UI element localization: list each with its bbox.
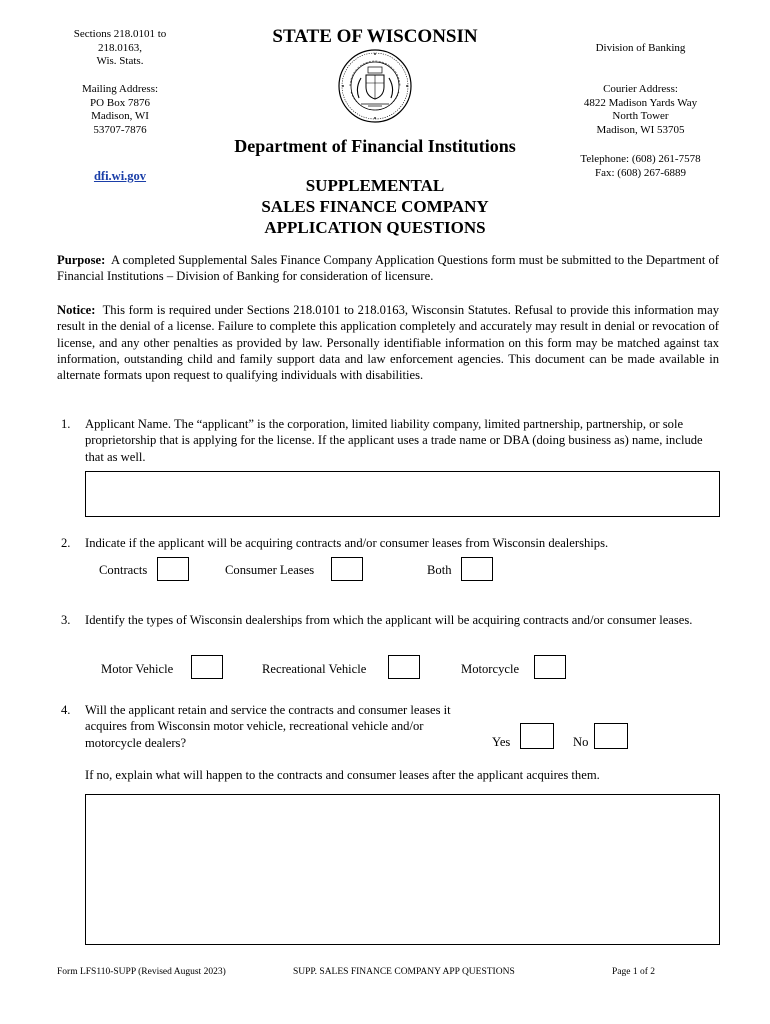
courier-line: Madison, WI 53705 xyxy=(596,123,685,136)
motor-vehicle-label: Motor Vehicle xyxy=(101,662,174,676)
footer-short-title: SUPP. SALES FINANCE COMPANY APP QUESTIONS xyxy=(293,967,515,977)
q3-text: Identify the types of Wisconsin dealerships from which the applicant will be acquiring contracts and/or consumer leases. xyxy=(85,613,693,627)
fax: Fax: (608) 267-6889 xyxy=(594,166,687,179)
mailing-line: 53707-7876 xyxy=(93,123,147,136)
q4-explanation-textarea[interactable] xyxy=(85,794,720,945)
contracts-label: Contracts xyxy=(99,563,148,577)
motorcycle-checkbox[interactable] xyxy=(534,655,566,679)
recreational-vehicle-label: Recreational Vehicle xyxy=(262,662,367,676)
footer-page-number: Page 1 of 2 xyxy=(612,967,656,977)
q4-text-line: Will the applicant retain and service the contracts and consumer leases it xyxy=(85,703,451,717)
no-checkbox[interactable] xyxy=(594,723,628,749)
q4-text xyxy=(85,702,505,751)
mailing-line: PO Box 7876 xyxy=(90,96,150,109)
no-label: No xyxy=(573,735,589,749)
consumer-leases-checkbox[interactable] xyxy=(331,557,363,581)
form-title-line: APPLICATION QUESTIONS xyxy=(264,218,486,237)
q2-number: 2. xyxy=(61,536,71,550)
courier-line: Courier Address: xyxy=(603,83,678,95)
q2-text: Indicate if the applicant will be acquiring contracts and/or consumer leases from Wisconsin dealerships. xyxy=(85,536,609,550)
notice-label: Notice: xyxy=(57,303,96,317)
q4-number: 4. xyxy=(61,703,71,717)
q4-text-line: motorcycle dealers? xyxy=(85,735,187,750)
recreational-vehicle-checkbox[interactable] xyxy=(388,655,420,679)
purpose-label: Purpose: xyxy=(57,253,106,267)
motor-vehicle-checkbox[interactable] xyxy=(191,655,223,679)
consumer-leases-label: Consumer Leases xyxy=(225,563,315,577)
form-title xyxy=(225,175,525,238)
statute-line: Wis. Stats. xyxy=(96,55,144,67)
both-checkbox[interactable] xyxy=(461,557,493,581)
notice-paragraph xyxy=(57,302,719,383)
purpose-text: A completed Supplemental Sales Finance Company Application Questions form must be submitted to the Department of Financial Institutions – Division of Banking for consideration of licensure. xyxy=(57,253,719,284)
mailing-line: Mailing Address: xyxy=(81,83,159,95)
statute-line: Sections 218.0101 to xyxy=(73,28,167,40)
contact-phones xyxy=(568,153,713,180)
footer-form-id: Form LFS110-SUPP (Revised August 2023) xyxy=(57,967,226,977)
notice-text: This form is required under Sections 218.0101 to 218.0163, Wisconsin Statutes. Refusal to provide this information may result in the denial of a license. Failure to complete this application completely and accurately may result in denial or revocation of license, and any other penalties as provided by law. Personally identifiable information on this form may be matched against tax information, outstanding child and family support data and law enforcement agencies. This document can be made available in alternate formats upon request to qualifying individuals with disabilities. xyxy=(57,303,719,383)
purpose-paragraph xyxy=(57,252,719,285)
q3-number: 3. xyxy=(61,613,71,627)
form-title-line: SUPPLEMENTAL xyxy=(305,176,445,195)
website-link[interactable]: dfi.wi.gov xyxy=(93,169,147,183)
courier-address xyxy=(568,83,713,137)
mailing-address xyxy=(60,83,180,137)
statute-line: 218.0163, xyxy=(98,41,142,54)
form-title-line: SALES FINANCE COMPANY xyxy=(261,197,489,216)
yes-label: Yes xyxy=(492,735,511,749)
state-title: STATE OF WISCONSIN xyxy=(272,26,478,47)
applicant-name-input[interactable] xyxy=(85,471,720,517)
courier-line: 4822 Madison Yards Way xyxy=(583,96,698,109)
telephone: Telephone: (608) 261-7578 xyxy=(580,153,701,165)
state-seal-icon xyxy=(337,48,413,124)
statute-reference xyxy=(60,28,180,69)
q1-text: Applicant Name. The “applicant” is the corporation, limited liability company, limited partnership, partnership, or sole proprietorship that is applying for the license. If the applicant uses a trade name or DBA (doing business as) name, include that as well. xyxy=(85,417,703,464)
both-label: Both xyxy=(427,563,452,577)
yes-checkbox[interactable] xyxy=(520,723,554,749)
department-name: Department of Financial Institutions xyxy=(234,136,516,156)
q4-followup-text: If no, explain what will happen to the contracts and consumer leases after the applicant acquires them. xyxy=(85,768,600,782)
motorcycle-label: Motorcycle xyxy=(461,662,520,676)
q4-text-line: acquires from Wisconsin motor vehicle, recreational vehicle and/or xyxy=(85,719,424,734)
division-name: Division of Banking xyxy=(595,42,686,54)
mailing-line: Madison, WI xyxy=(91,110,149,122)
contracts-checkbox[interactable] xyxy=(157,557,189,581)
q1-number: 1. xyxy=(61,417,71,431)
courier-line: North Tower xyxy=(612,110,669,122)
